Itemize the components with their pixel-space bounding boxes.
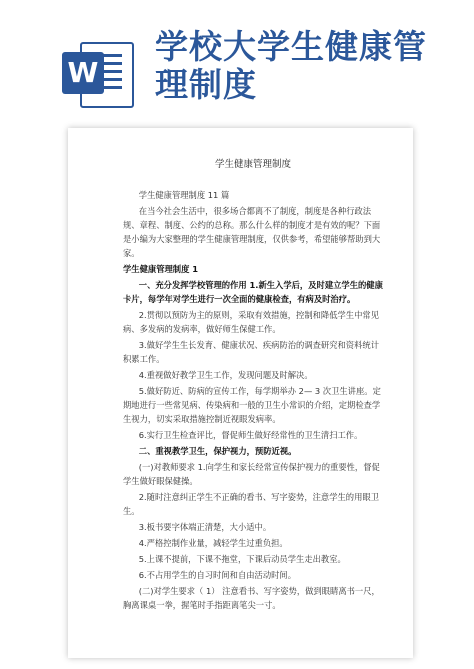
paragraph: 2.贯彻以预防为主的原则，采取有效措施，控制和降低学生中常见病、多发病的发病率，做好师生保健工作。 (123, 310, 379, 334)
paragraph: 4.严格控制作业量，减轻学生过重负担。 (138, 538, 288, 548)
word-logo-icon (62, 38, 132, 108)
paragraph: 一、充分发挥学校管理的作用 1.新生入学后，及时建立学生的健康卡片，每学年对学生进行一次全面的健康检查，有病及时治疗。 (123, 280, 383, 304)
paragraph: 二、重视教学卫生，保护视力，预防近视。 (138, 446, 297, 456)
document-content (123, 158, 383, 614)
paragraph: 6.实行卫生检查评比，督促师生做好经常性的卫生清扫工作。 (138, 430, 363, 440)
paragraph: 5.做好防近、防病的宣传工作，每学期举办 2— 3 次卫生讲座。定期地进行一些常见病、传染病和一般的卫生小常识的介绍，定期检查学生视力，切实采取措施控制近视眼发病率。 (123, 386, 381, 424)
paragraph: 3.做好学生生长发育、健康状况、疾病防治的调查研究和资料统计积累工作。 (123, 340, 379, 364)
paragraph: 3.板书要字体端正清楚，大小适中。 (138, 522, 272, 532)
paragraph: 4.重视做好教学卫生工作，发现问题及时解决。 (138, 370, 313, 380)
banner (0, 0, 474, 130)
section-heading: 学生健康管理制度 1 (123, 264, 199, 274)
document-subtitle: 学生健康管理制度 11 篇 (138, 190, 230, 200)
paragraph: 5.上课不提前，下课不拖堂，下课后动员学生走出教室。 (138, 554, 346, 564)
banner-title: 学校大学生健康管理制度 (155, 27, 427, 104)
paragraph: 2.随时注意纠正学生不正确的看书、写字姿势，注意学生的用眼卫生。 (123, 492, 379, 516)
intro-paragraph: 在当今社会生活中，很多场合都离不了制度，制度是各种行政法规、章程、制度、公约的总称。那么什么样的制度才是有效的呢？下面是小编为大家整理的学生健康管理制度，仅供参考，希望能够帮助到大家。 (123, 206, 381, 258)
paragraph: (一)对教师要求 1.向学生和家长经常宣传保护视力的重要性，督促学生做好眼保健操。 (123, 462, 380, 486)
word-logo-letter: W (62, 52, 104, 94)
document-page (68, 128, 413, 658)
paragraph: 6.不占用学生的自习时间和自由活动时间。 (138, 570, 297, 580)
document-title: 学生健康管理制度 (214, 159, 291, 170)
paragraph: (二)对学生要求（ 1） 注意看书、写字姿势，做到眼睛离书一尺，胸离课桌一拳，握笔时手指距离笔尖一寸。 (123, 586, 380, 610)
